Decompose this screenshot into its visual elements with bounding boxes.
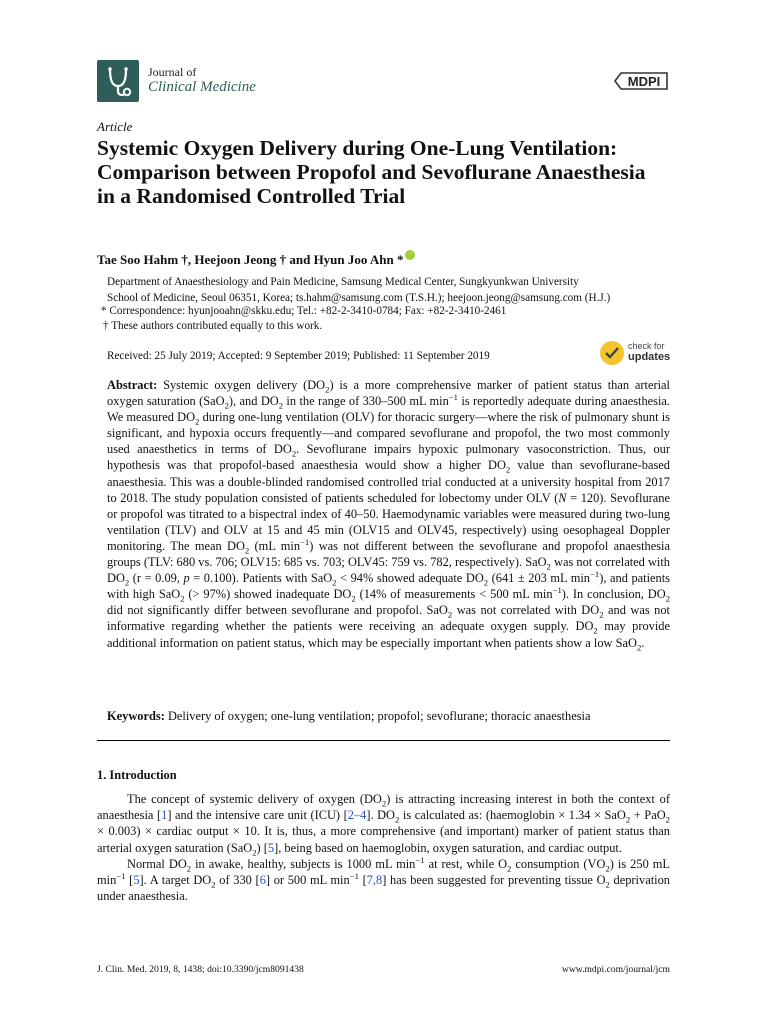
keywords-list: Delivery of oxygen; one-lung ventilation; propofol; sevoflurane; thoracic anaesthesia <box>167 709 591 723</box>
abstract <box>107 377 670 651</box>
article-type-label: Article <box>97 119 133 134</box>
affiliation-line-2: School of Medicine, Seoul 06351, Korea; ts.hahm@samsung.com (T.S.H.); heejoon.jeong@samsung.com (H.J.) <box>107 291 611 304</box>
abstract-label: Abstract: <box>107 378 158 392</box>
journal-name-line1: Journal of <box>148 65 197 79</box>
abstract-body: Systemic oxygen delivery $(DO_2)$ is a more comprehensive marker of patient status than arterial oxygen saturation (SaO$_2$), and $DO_2$ in the range of 330–500 mL $\min^{-1}$ is reportedly adequate during anaesthesia. We measured $DO_2$ during one-lung ventilation (OLV) for thoracic surgery—where the risk of pulmonary shunt is significant, and hypoxia occurs frequently—and compared sevoflurane and propofol, the two most commonly used anaesthetics in terms of $DO_2$. Sevoflurane impairs hypoxic pulmonary vasoconstriction. Thus, our hypothesis was that propofol-based anaesthesia would show a higher $DO_2$ value than sevoflurane-based anaesthesia. This was a double-blinded randomised controlled trial conducted at a university hospital from 2017 to 2018. The study population consisted of patients scheduled for lobectomy under OLV (N = 120). Sevoflurane or propofol was titrated to a bispectral index of 40–50. Haemodynamic variables were measured during two-lung ventilation (TLV) and OLV at 15 and 45 min (OLV15 and OLV45, respectively) using oesophageal Doppler monitoring. The mean $DO_2$ (mL $\min^{-1}$) was not different between the sevoflurane and propofol anaesthesia groups (TLV: 680 vs. 706; OLV15: 685 vs. 703; OLV45: 759 vs. 782, respectively). SaO$_2$ was not correlated with $DO_2$ (r = 0.09, p = 0.100). Patients with SaO$_2$ < 94% showed adequate $DO_2$ (641 ± 203 mL $\min^{-1}$), and patients with high SaO$_2$ (> 97%) showed inadequate $DO_2$ (14% of measurements < 500 mL $\min^{-1}$). In conclusion, $DO_2$ did not significantly differ between sevoflurane and propofol. SaO$_2$ was not correlated with $DO_2$ and was not informative regarding whether the patients were receiving an adequate oxygen supply. $DO_2$ may provide additional information on patient status, which may be especially important when patients show a low SaO$_2$. <box>107 378 671 652</box>
check-for-label[interactable]: check for <box>628 341 665 351</box>
mdpi-logo-icon <box>612 70 670 92</box>
updates-label[interactable]: updates <box>628 351 671 363</box>
journal-logo-icon <box>97 60 139 102</box>
section-divider <box>97 740 670 741</box>
mdpi-logo-text: MDPI <box>627 74 661 89</box>
intro-paragraph-2: Normal $DO_2$ in awake, healthy, subjects is 1000 mL $\min^{-1}$ at rest, while $O_2$ consumption $(VO_2)$ is 250 mL $\min^{-1} [5]$. A target $DO_2$ of 330 [6] or 500 mL $\min^{-1} [7,8]$ has been suggested for preventing tissue $O_2$ deprivation under anaesthesia. <box>97 854 670 904</box>
equal-contribution-note: † These authors contributed equally to this work. <box>103 320 323 332</box>
section-heading-introduction: 1. Introduction <box>97 768 177 782</box>
introduction-body <box>97 791 670 904</box>
keywords-label: Keywords: <box>107 709 165 723</box>
affiliation-line-1: Department of Anaesthesiology and Pain Medicine, Samsung Medical Center, Sungkyunkwan University <box>107 276 579 288</box>
orcid-icon[interactable] <box>405 250 415 260</box>
article-title: Systemic Oxygen Delivery during One-Lung Ventilation: Comparison between Propofol and Sevoflurane Anaesthesia in a Randomised Controlled Trial <box>97 136 646 208</box>
affiliation <box>107 275 677 306</box>
citation-link[interactable]: 2–4 <box>347 808 367 823</box>
check-for-updates-icon[interactable] <box>600 341 624 365</box>
intro-paragraph-1: The concept of systemic delivery of oxygen $(DO_2)$ is attracting increasing interest in both the context of anaesthesia [1] and the intensive care unit (ICU) [2–4]. $DO_2$ is calculated as: (haemoglobin × 1.34 × SaO$_2$ + PaO$_2$ × 0.003) × cardiac output × 10. It is, thus, a more comprehensive (and important) marker of patient status than arterial oxygen saturation (SaO$_2$) [5], being based on haemoglobin, oxygen saturation, and cardiac output. <box>97 792 671 858</box>
citation-link[interactable]: 7,8 <box>366 873 383 888</box>
author-names: Tae Soo Hahm †, Heejoon Jeong † and Hyun Joo Ahn * <box>97 252 404 267</box>
publication-dates: Received: 25 July 2019; Accepted: 9 September 2019; Published: 11 September 2019 <box>107 350 490 362</box>
journal-name-line2: Clinical Medicine <box>148 79 256 95</box>
footer-citation: J. Clin. Med. 2019, 8, 1438; doi:10.3390/jcm8091438 <box>97 964 304 975</box>
footer-url[interactable]: www.mdpi.com/journal/jcm <box>561 964 670 975</box>
citation-link[interactable]: 1 <box>161 808 168 823</box>
author-list <box>97 250 415 268</box>
citation-link[interactable]: 5 <box>133 873 140 888</box>
correspondence: * Correspondence: hyunjooahn@skku.edu; Tel.: +82-2-3410-0784; Fax: +82-2-3410-2461 <box>101 305 507 317</box>
keywords <box>107 708 670 724</box>
citation-link[interactable]: 5 <box>267 840 275 855</box>
citation-link[interactable]: 6 <box>259 873 266 888</box>
